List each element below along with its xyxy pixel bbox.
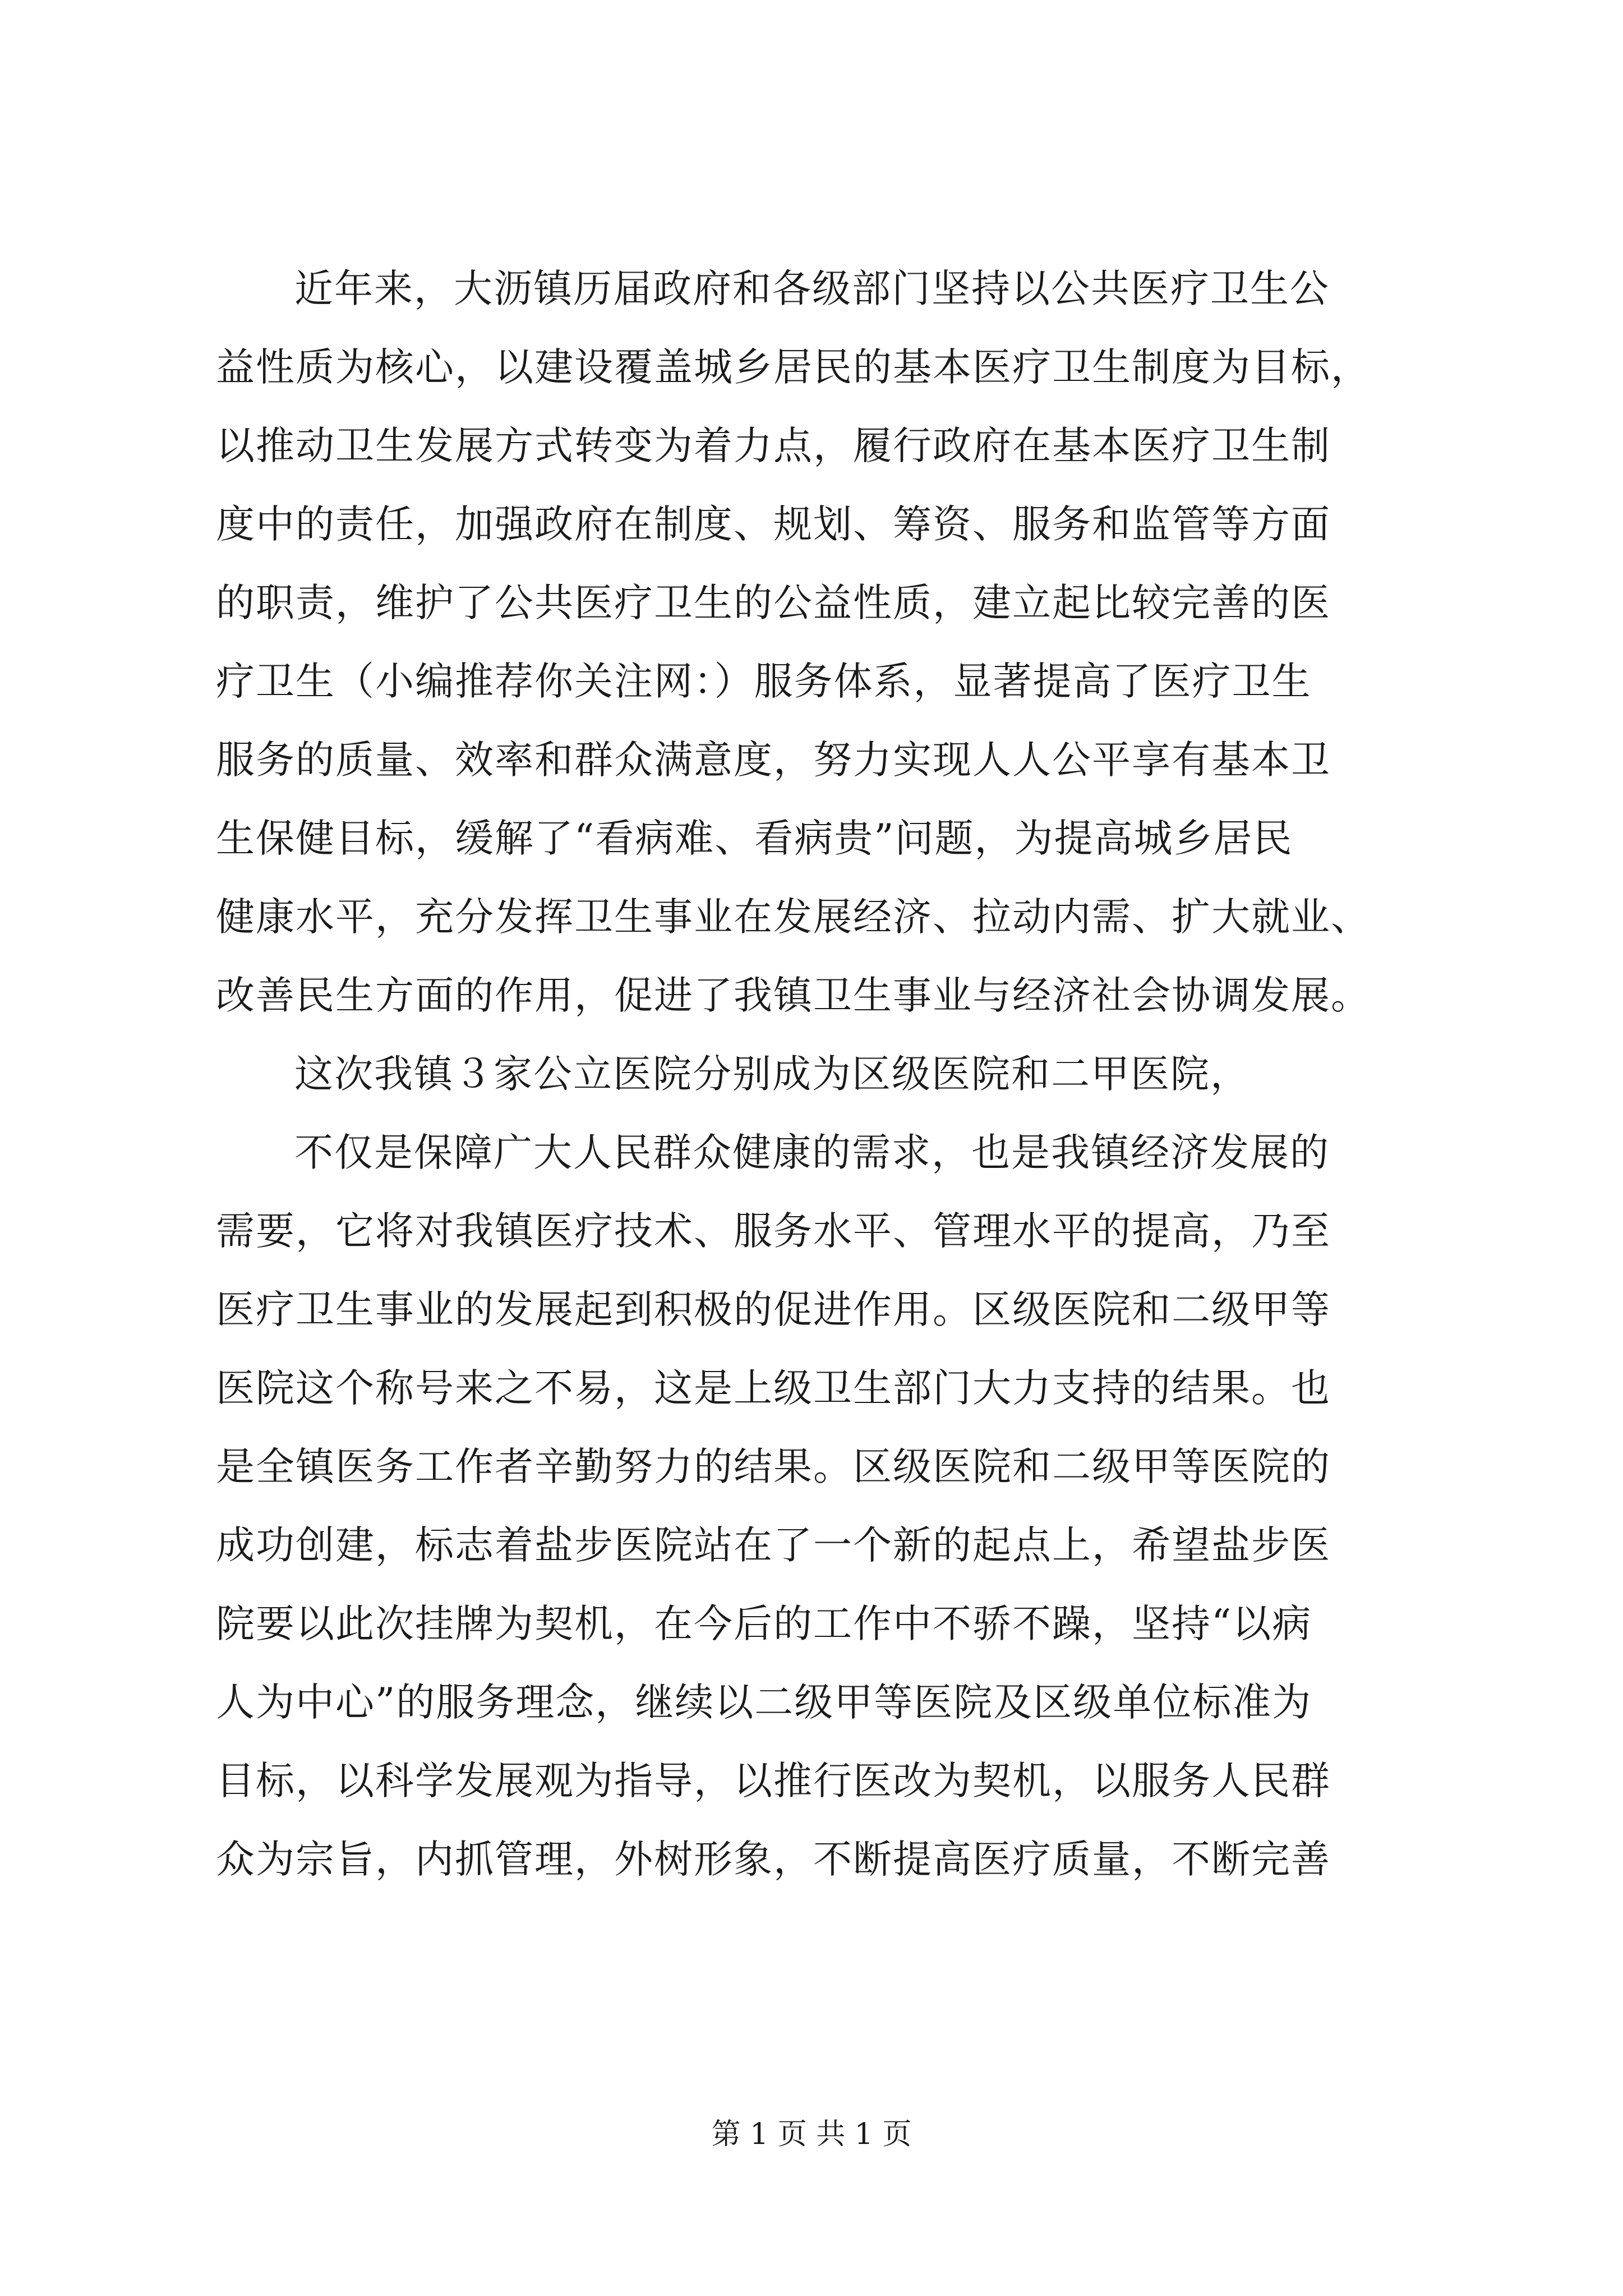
text-line: 服务的质量、效率和群众满意度，努力实现人人公平享有基本卫 [216, 738, 1331, 783]
text-line: 度中的责任，加强政府在制度、规划、筹资、服务和监管等方面 [216, 502, 1331, 547]
text-line: 不仅是保障广大人民群众健康的需求，也是我镇经济发展的 [294, 1130, 1330, 1175]
text-line: 疗卫生（小编推荐你关注网：）服务体系，显著提高了医疗卫生 [216, 659, 1312, 704]
text-line: 生保健目标，缓解了“看病难、看病贵”问题，为提高城乡居民 [216, 816, 1293, 861]
text-line: 这次我镇３家公立医院分别成为区级医院和二甲医院， [294, 1052, 1250, 1097]
text-line: 目标，以科学发展观为指导，以推行医改为契机，以服务人民群 [216, 1759, 1331, 1803]
page-number-footer: 第 1 页 共 1 页 [711, 2118, 912, 2151]
text-line: 是全镇医务工作者辛勤努力的结果。区级医院和二级甲等医院的 [216, 1444, 1331, 1489]
text-line: 成功创建，标志着盐步医院站在了一个新的起点上，希望盐步医 [216, 1523, 1331, 1568]
text-line: 需要，它将对我镇医疗技术、服务水平、管理水平的提高，乃至 [216, 1209, 1331, 1254]
text-line: 近年来，大沥镇历届政府和各级部门坚持以公共医疗卫生公 [294, 266, 1330, 311]
text-line: 医院这个称号来之不易，这是上级卫生部门大力支持的结果。也 [216, 1366, 1331, 1411]
text-line: 益性质为核心，以建设覆盖城乡居民的基本医疗卫生制度为目标， [216, 345, 1371, 390]
text-line: 院要以此次挂牌为契机，在今后的工作中不骄不躁，坚持“以病 [216, 1602, 1312, 1646]
text-line: 以推动卫生发展方式转变为着力点，履行政府在基本医疗卫生制 [216, 424, 1331, 468]
document-body [216, 250, 1438, 1899]
text-line: 人为中心”的服务理念，继续以二级甲等医院及区级单位标准为 [216, 1680, 1312, 1725]
text-line: 医疗卫生事业的发展起到积极的促进作用。区级医院和二级甲等 [216, 1287, 1331, 1332]
text-line: 的职责，维护了公共医疗卫生的公益性质，建立起比较完善的医 [216, 581, 1331, 625]
text-line: 众为宗旨，内抓管理，外树形象，不断提高医疗质量，不断完善 [216, 1837, 1331, 1882]
text-line: 健康水平，充分发挥卫生事业在发展经济、拉动内需、扩大就业、 [216, 895, 1371, 940]
text-line: 改善民生方面的作用，促进了我镇卫生事业与经济社会协调发展。 [216, 973, 1371, 1018]
